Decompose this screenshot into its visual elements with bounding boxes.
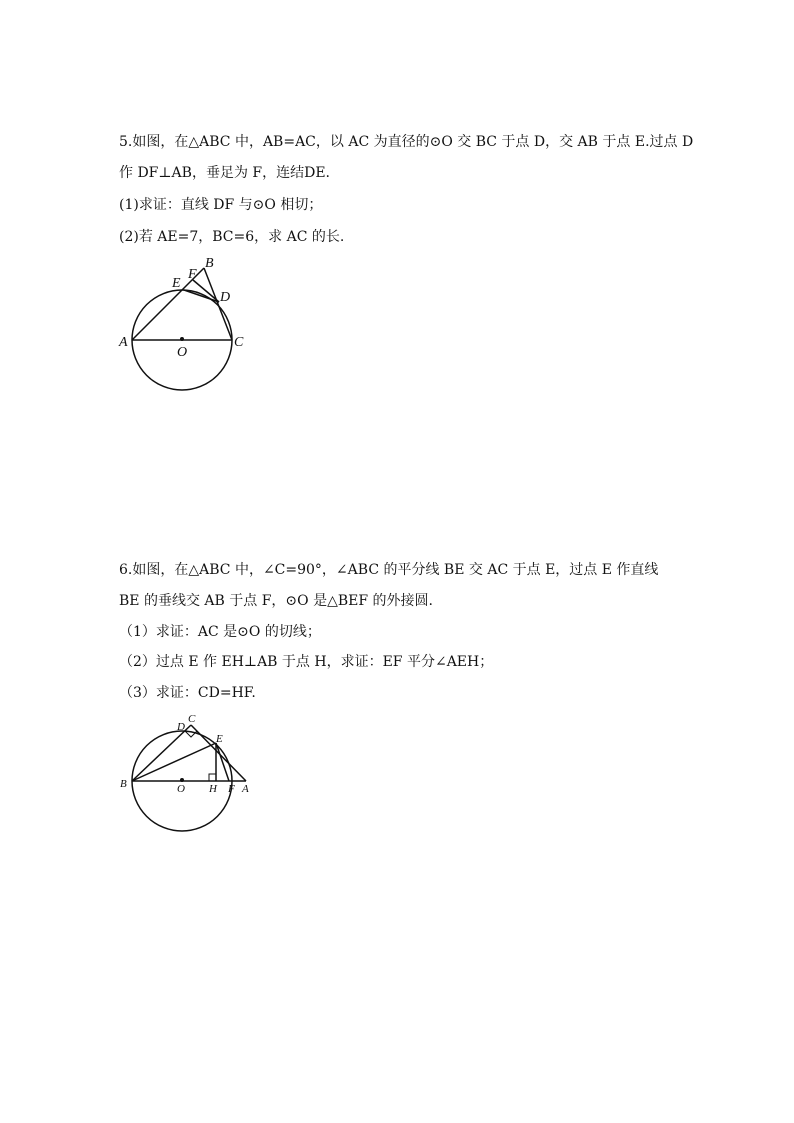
label-c-2: C (188, 713, 196, 725)
center-point-o-2 (180, 778, 184, 782)
label-o-1: O (177, 345, 188, 360)
label-o-2: O (177, 783, 185, 795)
problem5-line-1: 5.如图，在△ABC 中，AB=AC，以 AC 为直径的⊙O 交 BC 于点 D，交 AB 于点 E.过点 D (119, 134, 694, 150)
problem5-line-2: 作 DF⊥AB，垂足为 F，连结DE. (119, 165, 331, 181)
label-f-1: F (188, 267, 197, 282)
label-a-1: A (119, 335, 128, 350)
label-a-2: A (242, 783, 249, 795)
label-b-2: B (120, 778, 127, 790)
label-d-1: D (220, 290, 231, 305)
label-e-1: E (172, 276, 181, 291)
problem6-line-5: （3）求证：CD=HF. (119, 685, 256, 701)
label-b-1: B (205, 256, 214, 271)
label-f-2: F (228, 783, 235, 795)
label-e-2: E (216, 733, 223, 745)
problem5-line-4: (2)若 AE=7，BC=6，求 AC 的长. (119, 229, 345, 245)
right-angle-mark-h (209, 774, 216, 781)
problem5-line-3: (1)求证：直线 DF 与⊙O 相切； (119, 197, 323, 213)
problem6-line-2: BE 的垂线交 AB 于点 F，⊙O 是△BEF 的外接圆. (119, 593, 433, 609)
label-h-2: H (209, 783, 217, 795)
problem6-line-1: 6.如图，在△ABC 中，∠C=90°，∠ABC 的平分线 BE 交 AC 于点 E，过点 E 作直线 (119, 562, 659, 578)
label-d-2: D (177, 721, 185, 733)
label-c-1: C (234, 335, 244, 350)
problem6-line-4: （2）过点 E 作 EH⊥AB 于点 H，求证：EF 平分∠AEH； (119, 654, 494, 670)
problem6-line-3: （1）求证：AC 是⊙O 的切线； (119, 624, 321, 640)
